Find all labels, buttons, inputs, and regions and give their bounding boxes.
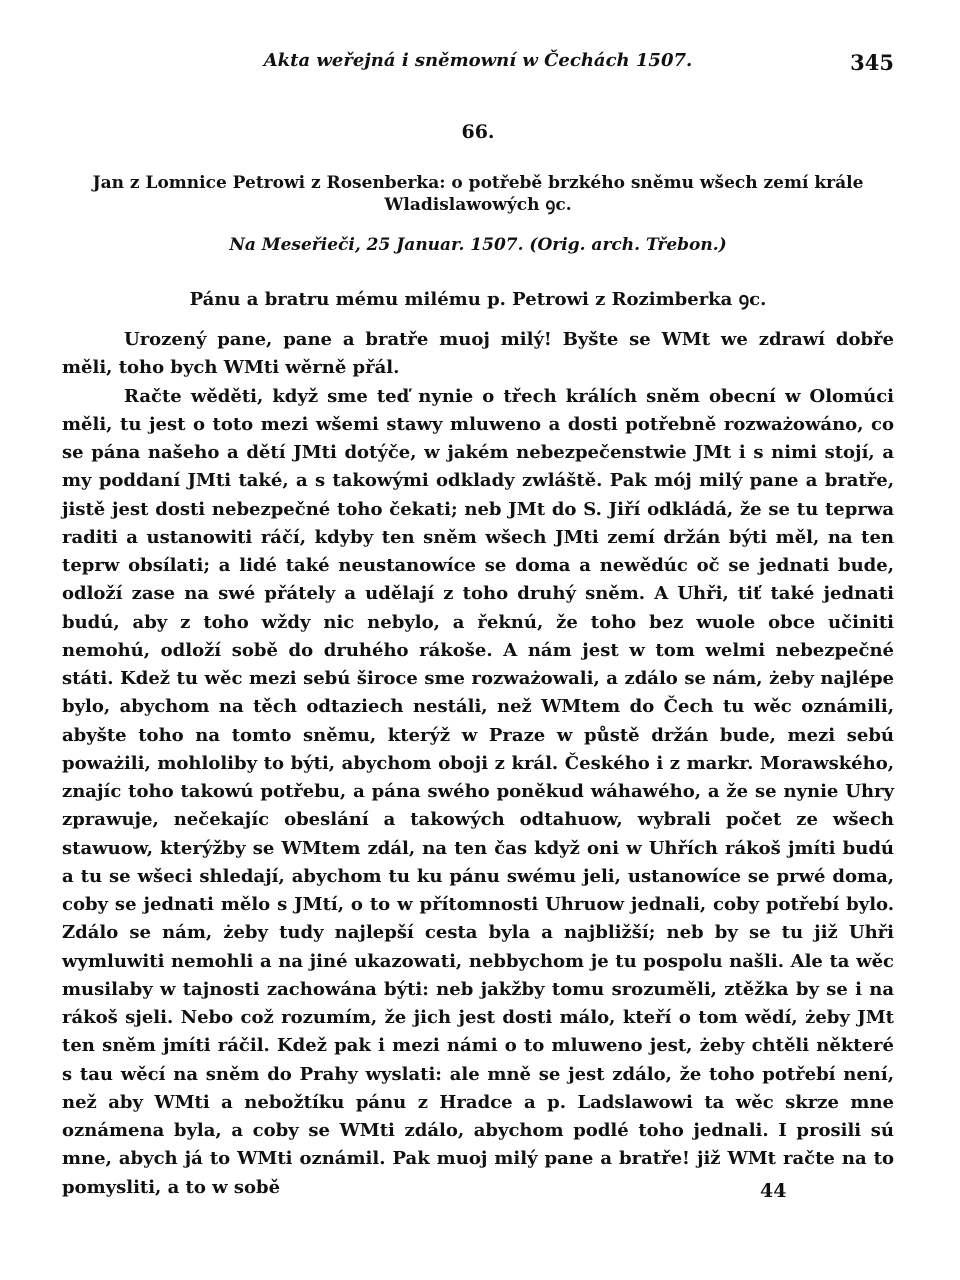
document-summary: Jan z Lomnice Petrowi z Rosenberka: o potřebě brzkého sněmu wšech zemí krále Wladislawowých ꝯc.: [92, 173, 864, 215]
signature-mark: 44: [760, 1180, 787, 1202]
paragraph: Urozený pane, pane a bratře muoj milý! Byšte se WMt we zdrawí dobře měli, toho bych WMti wěrně přál.: [62, 329, 894, 379]
letter-body: [62, 326, 894, 1202]
letter-address: Pánu a bratru mému milému p. Petrowi z Rozimberka ꝯc.: [189, 289, 767, 310]
paragraph: Račte wěděti, když sme teď nynie o třech králích sněm obecní w Olomúci měli, tu jest o toto mezi wšemi stawy mluweno a dosti potřebně rozważowáno, co se pána našeho a dětí JMti dotýče, w jakém nebezpečenstwie JMt i s nimi stojí, a my poddaní JMti také, a s takowými odklady zwláště. Pak mój milý pane a bratře, jistě jest dosti nebezpečné toho čekati; neb JMt do S. Jiří odkládá, že se tu teprwa raditi a ustanowiti ráčí, kdyby ten sněm wšech JMti zemí držán býti měl, na ten teprw obsílati; a lidé také neustanowíce se doma a newědúc oč se jednati bude, odloží zase na swé přátely a udělají z toho druhý sněm. A Uhři, tiť také jednati budú, aby z toho wždy nic nebylo, a řeknú, že toho bez wuole obce učiniti nemohú, odloží sobě do druhého rákoše. A nám jest w tom welmi nebezpečné státi. Kdež tu wěc mezi sebú široce sme rozważowali, a zdálo se nám, żeby najlépe bylo, abychom na těch odtaziech nestáli, než WMtem do Čech tu wěc oznámili, abyšte toho na tomto sněmu, kterýž w Praze w půstě držán bude, mezi sebú poważili, mohloliby to býti, abychom oboji z král. Českého i z markr. Morawského, znajíc toho takowú potřebu, a pána swého poněkud wáhawého, a že se nynie Uhry zprawuje, nečekajíc obeslání a takowých odtahuow, wybrali počet ze wšech stawuow, kterýžby se WMtem zdál, na ten čas když oni w Uhřích rákoš jmíti budú a tu se wšeci shledají, abychom tu ku pánu swému jeli, ustanowíce se prwé doma, coby se jednati mělo s JMtí, o to w přítomnosti Uhruow jednali, coby potřebí bylo. Zdálo se nám, żeby tudy najlepší cesta byla a najbližší; neb by se tu již Uhři wymluwiti nemohli a na jiné ukazowati, nebbychom je tu pospolu našli. Ale ta wěc musilaby w tajnosti zachowána býti: neb jakžby tomu srozuměli, ztěžka by se i na rákoš sjeli. Nebo což rozumím, že jich jest dosti málo, kteří o tom wědí, żeby JMt ten sněm jmíti ráčil. Kdež pak i mezi námi o to mluweno jest, żeby chtěli některé s tau wěcí na sněm do Prahy wyslati: ale mně se jest zdálo, že toho potřebí není, než aby WMti a nebožtíku pánu z Hradce a p. Ladslawowi ta wěc skrze mne oznámena byla, a coby se WMti zdálo, abychom podlé toho jednali. I prosili sú mne, abych já to WMti oznámil. Pak muoj milý pane a bratře! již WMt račte na to pomysliti, a to w sobě: [62, 385, 894, 1198]
document-dateline: Na Meseřieči, 25 Januar. 1507. (Orig. arch. Třebon.): [229, 235, 727, 255]
book-page: [62, 0, 894, 1280]
running-head: [62, 50, 894, 80]
document-number: 66.: [461, 121, 495, 143]
running-title: Akta weřejná i sněmowní w Čechách 1507.: [263, 50, 693, 71]
page-number: 345: [850, 50, 894, 75]
